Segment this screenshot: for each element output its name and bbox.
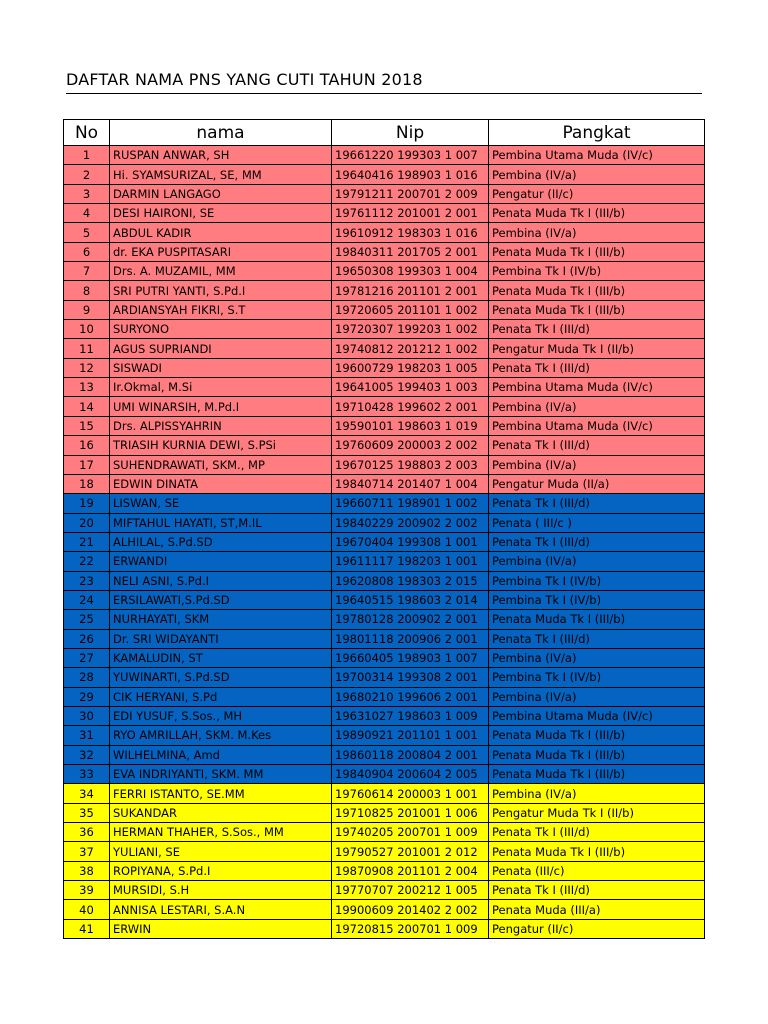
table-row [64,416,705,435]
cell-no: 7 [64,262,110,281]
table-row [64,339,705,358]
cell-no: 31 [64,726,110,745]
cell-no: 32 [64,745,110,764]
cell-nama: RUSPAN ANWAR, SH [110,146,332,165]
cell-nip: 19610912 198303 1 016 [332,223,489,242]
cell-pangkat: Pengatur Muda (II/a) [489,474,705,493]
cell-no: 40 [64,900,110,919]
cell-pangkat: Penata (III/c) [489,861,705,880]
table-row [64,648,705,667]
cell-no: 27 [64,648,110,667]
header-pangkat: Pangkat [489,120,705,146]
cell-nip: 19890921 201101 1 001 [332,726,489,745]
cell-nip: 19611117 198203 1 001 [332,552,489,571]
table-row [64,513,705,532]
table-row [64,262,705,281]
table-row [64,165,705,184]
cell-pangkat: Pembina (IV/a) [489,784,705,803]
cell-no: 14 [64,397,110,416]
cell-pangkat: Pengatur Muda Tk I (II/b) [489,803,705,822]
cell-nip: 19710825 201001 1 006 [332,803,489,822]
cell-nip: 19740812 201212 1 002 [332,339,489,358]
cell-nip: 19700314 199308 2 001 [332,668,489,687]
cell-nip: 19780128 200902 2 001 [332,610,489,629]
cell-pangkat: Penata Muda Tk I (III/b) [489,842,705,861]
cell-nip: 19660405 198903 1 007 [332,648,489,667]
cell-pangkat: Penata Muda Tk I (III/b) [489,300,705,319]
cell-pangkat: Penata Muda Tk I (III/b) [489,204,705,223]
cell-nama: RYO AMRILLAH, SKM. M.Kes [110,726,332,745]
cell-no: 10 [64,320,110,339]
cell-nama: ARDIANSYAH FIKRI, S.T [110,300,332,319]
cell-nama: MIFTAHUL HAYATI, ST,M.IL [110,513,332,532]
cell-pangkat: Penata Muda Tk I (III/b) [489,726,705,745]
table-row [64,745,705,764]
table-row [64,146,705,165]
cell-pangkat: Pembina (IV/a) [489,165,705,184]
cell-nama: KAMALUDIN, ST [110,648,332,667]
cell-nip: 19631027 198603 1 009 [332,706,489,725]
cell-pangkat: Pengatur (II/c) [489,919,705,938]
table-row [64,590,705,609]
cell-nama: CIK HERYANI, S.Pd [110,687,332,706]
cell-pangkat: Pembina (IV/a) [489,687,705,706]
cell-pangkat: Penata Tk I (III/d) [489,494,705,513]
cell-pangkat: Penata Muda Tk I (III/b) [489,281,705,300]
cell-no: 16 [64,436,110,455]
table-row [64,842,705,861]
table-row [64,184,705,203]
cell-nama: ERWIN [110,919,332,938]
cell-nama: ROPIYANA, S.Pd.I [110,861,332,880]
table-row [64,532,705,551]
cell-nip: 19600729 198203 1 005 [332,358,489,377]
table-row [64,765,705,784]
cell-pangkat: Penata Muda Tk I (III/b) [489,745,705,764]
cell-nip: 19640515 198603 2 014 [332,590,489,609]
cell-no: 8 [64,281,110,300]
table-row [64,281,705,300]
cell-no: 15 [64,416,110,435]
cell-nip: 19840714 201407 1 004 [332,474,489,493]
cell-pangkat: Penata ( III/c ) [489,513,705,532]
cell-nama: LISWAN, SE [110,494,332,513]
cell-nip: 19860118 200804 2 001 [332,745,489,764]
document-title: DAFTAR NAMA PNS YANG CUTI TAHUN 2018 [66,70,702,94]
cell-pangkat: Penata Tk I (III/d) [489,823,705,842]
cell-nip: 19620808 198303 2 015 [332,571,489,590]
cell-nip: 19720605 201101 1 002 [332,300,489,319]
cell-pangkat: Pengatur (II/c) [489,184,705,203]
cell-pangkat: Penata Muda Tk I (III/b) [489,610,705,629]
cell-nama: FERRI ISTANTO, SE.MM [110,784,332,803]
cell-nama: WILHELMINA, Amd [110,745,332,764]
cell-nama: SURYONO [110,320,332,339]
cell-nama: UMI WINARSIH, M.Pd.I [110,397,332,416]
cell-no: 17 [64,455,110,474]
cell-nama: YULIANI, SE [110,842,332,861]
cell-pangkat: Pembina Tk I (IV/b) [489,590,705,609]
cell-nip: 19710428 199602 2 001 [332,397,489,416]
cell-nama: NURHAYATI, SKM [110,610,332,629]
cell-pangkat: Pembina (IV/a) [489,648,705,667]
cell-nama: Dr. SRI WIDAYANTI [110,629,332,648]
table-header-row [64,120,705,146]
cell-nama: SISWADI [110,358,332,377]
cell-no: 33 [64,765,110,784]
table-row [64,668,705,687]
table-row [64,378,705,397]
cell-pangkat: Penata Tk I (III/d) [489,532,705,551]
table-row [64,784,705,803]
cell-nip: 19670125 198803 2 003 [332,455,489,474]
cell-nip: 19900609 201402 2 002 [332,900,489,919]
cell-nip: 19791211 200701 2 009 [332,184,489,203]
cell-pangkat: Pembina Utama Muda (IV/c) [489,378,705,397]
cell-pangkat: Penata Tk I (III/d) [489,358,705,377]
cell-no: 18 [64,474,110,493]
cell-nama: MURSIDI, S.H [110,881,332,900]
table-row [64,610,705,629]
cell-pangkat: Pembina Tk I (IV/b) [489,668,705,687]
cell-no: 36 [64,823,110,842]
table-row [64,397,705,416]
table-row [64,300,705,319]
cell-nama: HERMAN THAHER, S.Sos., MM [110,823,332,842]
table-row [64,455,705,474]
table-row [64,320,705,339]
cell-nama: SRI PUTRI YANTI, S.Pd.I [110,281,332,300]
cell-nama: AGUS SUPRIANDI [110,339,332,358]
cell-no: 39 [64,881,110,900]
table-row [64,919,705,938]
cell-nip: 19661220 199303 1 007 [332,146,489,165]
table-row [64,204,705,223]
cell-no: 21 [64,532,110,551]
table-row [64,552,705,571]
table-row [64,706,705,725]
cell-no: 23 [64,571,110,590]
cell-no: 35 [64,803,110,822]
cell-no: 2 [64,165,110,184]
cell-pangkat: Pembina (IV/a) [489,552,705,571]
cell-nip: 19790527 201001 2 012 [332,842,489,861]
cell-nip: 19840229 200902 2 002 [332,513,489,532]
header-no: No [64,120,110,146]
cell-nama: ALHILAL, S.Pd.SD [110,532,332,551]
cell-pangkat: Penata Tk I (III/d) [489,436,705,455]
cell-no: 11 [64,339,110,358]
table-row [64,881,705,900]
cell-nama: YUWINARTI, S.Pd.SD [110,668,332,687]
cell-pangkat: Penata Muda Tk I (III/b) [489,242,705,261]
cell-nama: dr. EKA PUSPITASARI [110,242,332,261]
cell-nip: 19801118 200906 2 001 [332,629,489,648]
cell-pangkat: Pengatur Muda Tk I (II/b) [489,339,705,358]
cell-nip: 19590101 198603 1 019 [332,416,489,435]
cell-no: 13 [64,378,110,397]
cell-pangkat: Pembina Utama Muda (IV/c) [489,146,705,165]
table-row [64,474,705,493]
cell-no: 26 [64,629,110,648]
table-row [64,494,705,513]
cell-nama: NELI ASNI, S.Pd.I [110,571,332,590]
cell-no: 12 [64,358,110,377]
cell-nip: 19781216 201101 2 001 [332,281,489,300]
table-row [64,803,705,822]
cell-nip: 19680210 199606 2 001 [332,687,489,706]
cell-nip: 19660711 198901 1 002 [332,494,489,513]
cell-no: 29 [64,687,110,706]
cell-pangkat: Pembina (IV/a) [489,397,705,416]
cell-pangkat: Penata Tk I (III/d) [489,629,705,648]
cell-nip: 19760614 200003 1 001 [332,784,489,803]
cell-no: 9 [64,300,110,319]
table-row [64,242,705,261]
cell-nama: Drs. A. MUZAMIL, MM [110,262,332,281]
cell-nama: ERWANDI [110,552,332,571]
cell-nama: Drs. ALPISSYAHRIN [110,416,332,435]
table-row [64,629,705,648]
cell-nip: 19650308 199303 1 004 [332,262,489,281]
cell-nama: DARMIN LANGAGO [110,184,332,203]
cell-nip: 19770707 200212 1 005 [332,881,489,900]
cell-pangkat: Pembina Utama Muda (IV/c) [489,706,705,725]
header-nip: Nip [332,120,489,146]
cell-nip: 19760609 200003 2 002 [332,436,489,455]
leave-table [63,119,705,939]
cell-pangkat: Pembina Tk I (IV/b) [489,262,705,281]
cell-no: 22 [64,552,110,571]
cell-no: 6 [64,242,110,261]
cell-pangkat: Penata Muda Tk I (III/b) [489,765,705,784]
cell-nip: 19641005 199403 1 003 [332,378,489,397]
cell-nama: EDI YUSUF, S.Sos., MH [110,706,332,725]
cell-no: 30 [64,706,110,725]
cell-nama: ANNISA LESTARI, S.A.N [110,900,332,919]
cell-no: 41 [64,919,110,938]
cell-nama: EVA INDRIYANTI, SKM. MM [110,765,332,784]
cell-nama: TRIASIH KURNIA DEWI, S.PSi [110,436,332,455]
cell-no: 25 [64,610,110,629]
table-row [64,861,705,880]
cell-nip: 19870908 201101 2 004 [332,861,489,880]
cell-nama: SUKANDAR [110,803,332,822]
cell-no: 3 [64,184,110,203]
cell-nama: Ir.Okmal, M.Si [110,378,332,397]
cell-pangkat: Penata Tk I (III/d) [489,320,705,339]
table-row [64,436,705,455]
cell-no: 24 [64,590,110,609]
cell-nip: 19761112 201001 2 001 [332,204,489,223]
cell-nama: Hi. SYAMSURIZAL, SE, MM [110,165,332,184]
header-nama: nama [110,120,332,146]
cell-pangkat: Penata Muda (III/a) [489,900,705,919]
cell-pangkat: Penata Tk I (III/d) [489,881,705,900]
cell-nip: 19840311 201705 2 001 [332,242,489,261]
table-row [64,571,705,590]
cell-nip: 19840904 200604 2 005 [332,765,489,784]
cell-no: 1 [64,146,110,165]
cell-nama: ERSILAWATI,S.Pd.SD [110,590,332,609]
cell-nama: ABDUL KADIR [110,223,332,242]
table-row [64,223,705,242]
table-row [64,900,705,919]
cell-pangkat: Pembina Utama Muda (IV/c) [489,416,705,435]
table-body [64,146,705,939]
cell-no: 4 [64,204,110,223]
cell-no: 34 [64,784,110,803]
cell-nip: 19740205 200701 1 009 [332,823,489,842]
table-row [64,687,705,706]
cell-pangkat: Pembina Tk I (IV/b) [489,571,705,590]
table-row [64,823,705,842]
cell-no: 20 [64,513,110,532]
cell-pangkat: Pembina (IV/a) [489,455,705,474]
cell-no: 28 [64,668,110,687]
cell-nip: 19640416 198903 1 016 [332,165,489,184]
cell-no: 5 [64,223,110,242]
cell-no: 37 [64,842,110,861]
table-row [64,726,705,745]
cell-nama: EDWIN DINATA [110,474,332,493]
cell-no: 19 [64,494,110,513]
table-row [64,358,705,377]
cell-no: 38 [64,861,110,880]
cell-nip: 19670404 199308 1 001 [332,532,489,551]
cell-nip: 19720815 200701 1 009 [332,919,489,938]
cell-nama: SUHENDRAWATI, SKM., MP [110,455,332,474]
cell-pangkat: Pembina (IV/a) [489,223,705,242]
cell-nama: DESI HAIRONI, SE [110,204,332,223]
cell-nip: 19720307 199203 1 002 [332,320,489,339]
